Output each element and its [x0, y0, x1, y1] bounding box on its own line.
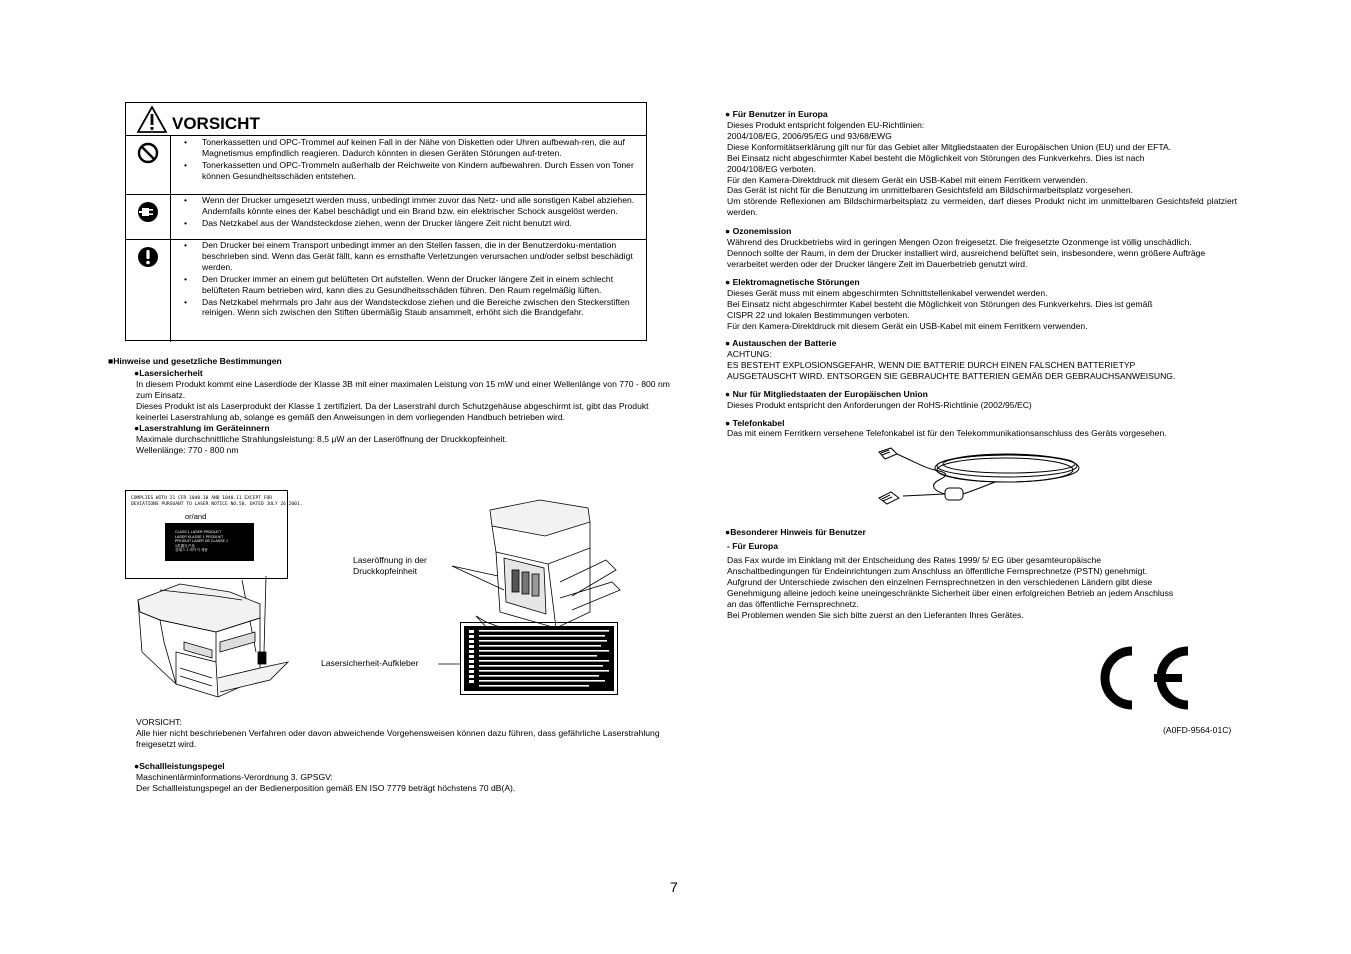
- vorsicht-label: VORSICHT:: [136, 717, 182, 727]
- caution-row-unplug: [126, 194, 646, 240]
- exclamation-icon: [137, 246, 159, 268]
- special-note-text: Das Fax wurde im Einklang mit der Entscheidung des Rates 1999/ 5/ EG über gesamteuropäische Anschaltbedingungen für Endeinrichtungen zum Anschluss an öffentliche Fernsprechnetze (PSTN) genehmigt. Aufgrund der Unterschiede zwischen den einzelnen Fernsprechnetzen in den verschiedenen Ländern gibt diese Genehmigung alleine jedoch keine uneingeschränkte Sicherheit über einen erfolgreichen Betrieb an jedem Anschluss an das öffentliche Fernsprechnetz. Bei Problemen wenden Sie sich bitte zuerst an den Lieferanten Ihres Gerätes.: [727, 555, 1174, 620]
- sound-title: ●Schallleistungspegel: [134, 761, 225, 771]
- ce-mark-icon: [1092, 643, 1196, 713]
- ozone-title: ● Ozonemission: [725, 226, 792, 236]
- document-code: (A0FD-9564-01C): [1163, 725, 1232, 735]
- caution-list: [178, 137, 638, 183]
- caution-item: • Tonerkassetten und OPC-Trommel auf keinen Fall in der Nähe von Disketten oder Uhren aufbewah-ren, die auf Magnetismus empfindlich reagieren. Dadurch könnten in diesen Geräten Störungen auf-treten.: [178, 137, 638, 159]
- member-states-title: ● Nur für Mitgliedstaaten der Europäischen Union: [725, 389, 928, 399]
- caution-item: • Wenn der Drucker umgesetzt werden muss, unbedingt immer zuvor das Netz- und alle sonstigen Kabel abziehen. Andernfalls könnte eines der Kabel beschädigt und ein Brand bzw. ein elektrischer Schock ausgelöst werden.: [178, 195, 638, 217]
- laser-safety-text: In diesem Produkt kommt eine Laserdiode der Klasse 3B mit einer maximalen Leistung von 15 mW und einer Wellenlänge von 770 - 800 nm zum Einsatz. Dieses Produkt ist als Laserprodukt der Klasse 1 zertifiziert. Da der Laserstrahl durch Schutzgehäuse abgeschirmt ist, gibt das Produkt keinerlei Laserstrahlung ab, solange es gemäß den Anweisungen in dem vorliegenden Handbuch betrieben wird.: [136, 379, 670, 422]
- caution-list: [178, 240, 638, 319]
- aperture-label: Laseröffnung in der Druckkopfeinheit: [353, 555, 427, 576]
- caution-item: • Den Drucker bei einem Transport unbedingt immer an den Stellen fassen, die in der Benutzerdoku-mentation beschrieben sind. Wenn das Gerät fällt, kann es ernsthafte Verletzungen verursachen und/oder selbst beschädigt werden.: [178, 240, 638, 273]
- phone-cable-illustration: [875, 444, 1085, 510]
- battery-title: ● Austauschen der Batterie: [725, 338, 837, 348]
- caution-header: [126, 103, 646, 136]
- caution-box: [125, 102, 647, 341]
- page-number: 7: [670, 879, 678, 895]
- caution-item: • Das Netzkabel mehrmals pro Jahr aus der Wandsteckdose ziehen und die Bereiche zwischen den Steckerstiften reinigen. Wenn sich zwischen den Stiften übermäßig Staub ansammelt, erhöht sich die Brandgefahr.: [178, 297, 638, 319]
- caution-title: VORSICHT: [172, 114, 260, 133]
- special-note-title: ●Besonderer Hinweis für Benutzer: [725, 527, 866, 537]
- warning-triangle-icon: [137, 106, 167, 133]
- section-heading: ■Hinweise und gesetzliche Bestimmungen: [108, 356, 282, 366]
- laser-sticker-graphic: [460, 622, 618, 695]
- sound-text: Maschinenlärminformations-Verordnung 3. GPSGV: Der Schallleistungspegel an der Bedienerposition gemäß EN ISO 7779 beträgt höchstens 70 dB(A).: [136, 772, 516, 793]
- eu-title: ● Für Benutzer in Europa: [725, 109, 828, 119]
- unplug-icon: [137, 201, 159, 223]
- vorsicht-text: Alle hier nicht beschriebenen Verfahren oder davon abweichende Vorgehensweisen können dazu führen, dass gefährliche Laserstrahlung freigesetzt wird.: [136, 728, 660, 749]
- internal-laser-title: ●Laserstrahlung im Geräteinnern: [134, 423, 270, 433]
- caution-list: [178, 195, 638, 230]
- caution-item: • Tonerkassetten und OPC-Trommeln außerhalb der Reichweite von Kindern aufbewahren. Durch Essen von Toner können Gesundheitsschäden entstehen.: [178, 160, 638, 182]
- compliance-label: COMPLIES WITH 21 CFR 1040.10 AND 1040.11 EXCEPT FOR DEVIATIONS PURSUANT TO LASER NOTICE NO.50, DATED JULY 26,2001. or/and CLASS 1 LASER PRODUCT LASER KLASSE 1 PRODUKT PRODUIT LASER DE CLASSE 1 1类激光产品 클래스 1 레이저 제품: [125, 490, 288, 579]
- internal-laser-text: Maximale durchschnittliche Strahlungsleistung: 8,5 μW an der Laseröffnung der Druckkopfeinheit. Wellenlänge: 770 - 800 nm: [136, 434, 508, 455]
- class1-laser-label: CLASS 1 LASER PRODUCT LASER KLASSE 1 PRODUKT PRODUIT LASER DE CLASSE 1 1类激光产品 클래스 1 레이저 제품: [165, 523, 254, 561]
- caution-row-attention: [126, 239, 646, 342]
- eu-text: Dieses Produkt entspricht folgenden EU-Richtlinien: 2004/108/EG, 2006/95/EG und 93/68/EWG Diese Konformitätserklärung gilt nur für das Gebiet aller Mitgliedstaaten der Europäischen Union (EU) und der EFTA. Bei Einsatz nicht abgeschirmter Kabel besteht die Möglichkeit von Störungen des Funkverkehrs. Dies ist nach 2004/108/EG verboten. Für den Kamera-Direktdruck mit diesem Gerät ein USB-Kabel mit einem Ferritkern verwenden. Das Gerät ist nicht für die Benutzung im unmittelbaren Gesichtsfeld am Bildschirmarbeitsplatz vorgesehen. Um störende Reflexionen am Bildschirmarbeitsplatz zu vermeiden, darf dieses Produkt nicht im unmittelbaren Gesichtsfeld platziert werden.: [727, 120, 1237, 218]
- caution-item: • Das Netzkabel aus der Wandsteckdose ziehen, wenn der Drucker längere Zeit nicht benutzt wird.: [178, 218, 638, 229]
- phone-cable-title: ● Telefonkabel: [725, 418, 785, 428]
- phone-cable-text: Das mit einem Ferritkern versehene Telefonkabel ist für den Telekommunikationsanschluss des Geräts vorgesehen.: [727, 428, 1167, 438]
- laser-sticker-image: [461, 623, 617, 694]
- caution-item: • Den Drucker immer an einem gut belüfteten Ort aufstellen. Wenn der Drucker längere Zeit in einem schlecht belüfteten Raum betrieben wird, kann dies zu Gesundheitsschäden führen. Den Raum regelmäßig lüften.: [178, 274, 638, 296]
- or-and-label: or/and: [185, 512, 207, 521]
- battery-text: ACHTUNG: ES BESTEHT EXPLOSIONSGEFAHR, WENN DIE BATTERIE DURCH EINEN FALSCHEN BATTERIETYP AUSGETAUSCHT WIRD. ENTSORGEN SIE GEBRAUCHTE BATTERIEN GEMÄß DER GEBRAUCHSANWEISUNG.: [727, 349, 1176, 381]
- laser-safety-title: ●Lasersicherheit: [134, 368, 203, 378]
- caution-row-prohibition: [126, 136, 646, 195]
- special-note-subtitle: - Für Europa: [727, 541, 779, 551]
- member-states-text: Dieses Produkt entspricht den Anforderungen der RoHS-Richtlinie (2002/95/EC): [727, 400, 1032, 410]
- sticker-label: Lasersicherheit-Aufkleber: [321, 658, 419, 668]
- prohibition-icon: [137, 142, 159, 164]
- emc-text: Dieses Gerät muss mit einem abgeschirmten Schnittstellenkabel verwendet werden. Bei Einsatz nicht abgeschirmter Kabel besteht die Möglichkeit von Störungen des Funkverkehrs. Dies ist gemäß CISPR 22 und lokalen Bestimmungen verboten. Für den Kamera-Direktdruck mit diesem Gerät ein USB-Kabel mit einem Ferritkern verwenden.: [727, 288, 1153, 331]
- emc-title: ● Elektromagnetische Störungen: [725, 277, 860, 287]
- ozone-text: Während des Druckbetriebs wird in geringen Mengen Ozon freigesetzt. Die freigesetzte Ozonmenge ist völlig unschädlich. Dennoch sollte der Raum, in dem der Drucker installiert wird, ausreichend belüftet sein, insbesondere, wenn größere Aufträge verarbeitet werden oder der Drucker längere Zeit im Dauerbetrieb genutzt wird.: [727, 237, 1206, 269]
